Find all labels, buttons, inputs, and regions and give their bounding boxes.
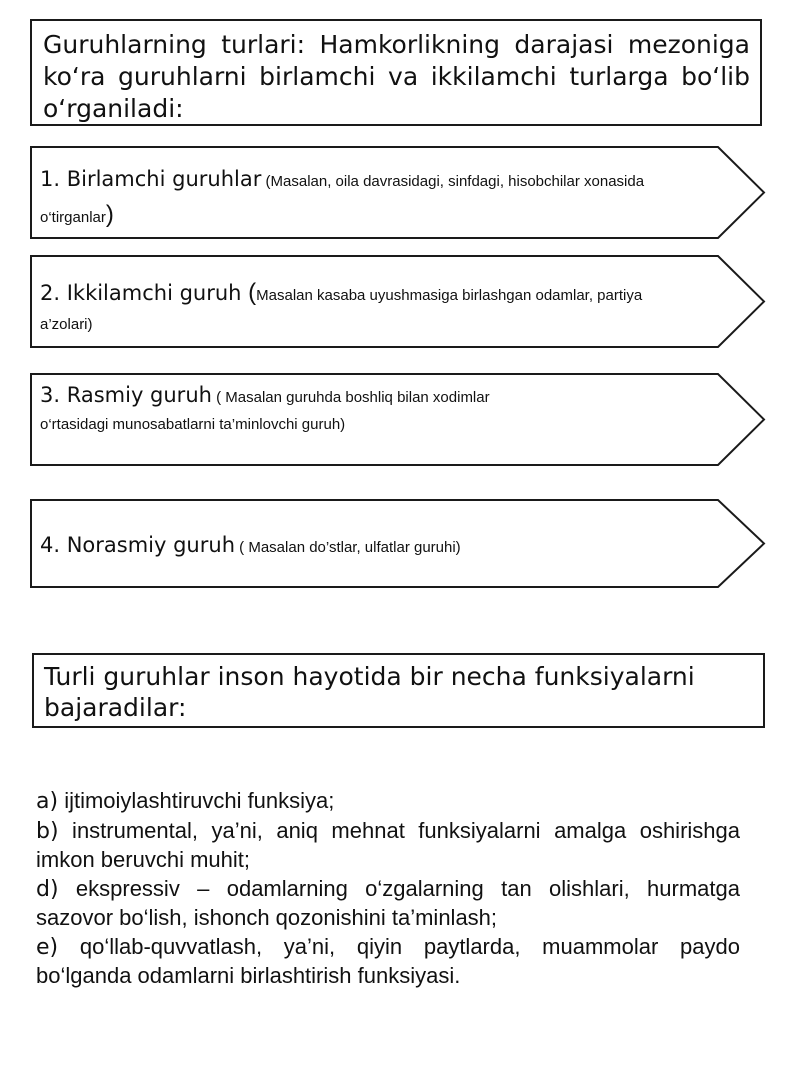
functions-heading: Turli guruhlar inson hayotida bir necha funksiyalarni bajaradilar: — [44, 662, 695, 722]
group-example: Masalan kasaba uyushmasiga birlashgan odamlar, partiya a’zolari) — [40, 287, 643, 333]
list-marker: e) — [36, 934, 59, 960]
group-example: Masalan do’stlar, ulfatlar guruhi) — [248, 539, 461, 556]
group-arrow-primary — [30, 146, 766, 239]
group-title: 3. Rasmiy guruh — [40, 383, 212, 407]
list-item — [36, 875, 740, 933]
intro-text: Guruhlarning turlari: Hamkorlikning darajasi mezoniga ko‘ra guruhlarni birlamchi va ikkilamchi turlarga bo‘lib o‘rganiladi: — [43, 30, 750, 123]
list-text: qo‘llab-quvvatlash, ya’ni, qiyin paytlarda, muammolar paydo bo‘lganda odamlarni birlashtirish funksiyasi. — [36, 933, 740, 988]
intro-box — [30, 19, 762, 126]
group-title: 2. Ikkilamchi guruh — [40, 281, 242, 305]
list-text: ekspressiv – odamlarning o‘zgalarning tan olishlari, hurmatga sazovor bo‘lish, ishonch qozonishini ta’minlash; — [36, 875, 740, 930]
group-text — [40, 531, 696, 562]
group-text — [40, 382, 526, 438]
group-paren-close: ) — [105, 201, 114, 228]
group-text — [40, 279, 696, 339]
list-marker: d) — [36, 876, 59, 902]
functions-list — [36, 787, 740, 991]
group-text — [40, 163, 696, 234]
group-paren: ( — [211, 389, 226, 406]
group-example: Masalan guruhda boshliq bilan xodimlar o‘rtasidagi munosabatlarni ta’minlovchi guruh) — [40, 389, 490, 433]
group-arrow-informal — [30, 499, 766, 588]
group-paren: ( — [235, 539, 249, 556]
group-example: Masalan, oila davrasidagi, sinfdagi, hisobchilar xonasida o‘tirganlar — [40, 173, 645, 226]
list-text: instrumental, ya’ni, aniq mehnat funksiyalarni amalga oshirishga imkon beruvchi muhit; — [36, 817, 740, 872]
list-text: ijtimoiylashtiruvchi funksiya; — [58, 788, 335, 813]
list-item — [36, 933, 740, 991]
list-marker: a) — [36, 789, 59, 814]
group-paren: ( — [241, 279, 257, 306]
functions-heading-box — [32, 653, 765, 728]
list-marker: b) — [36, 818, 59, 844]
group-arrow-secondary — [30, 255, 766, 348]
list-item — [36, 817, 740, 875]
group-title: 4. Norasmiy guruh — [40, 533, 235, 557]
group-paren: ( — [261, 173, 271, 190]
group-arrow-formal — [30, 373, 766, 466]
group-title: 1. Birlamchi guruhlar — [40, 167, 262, 191]
list-item — [36, 787, 740, 817]
